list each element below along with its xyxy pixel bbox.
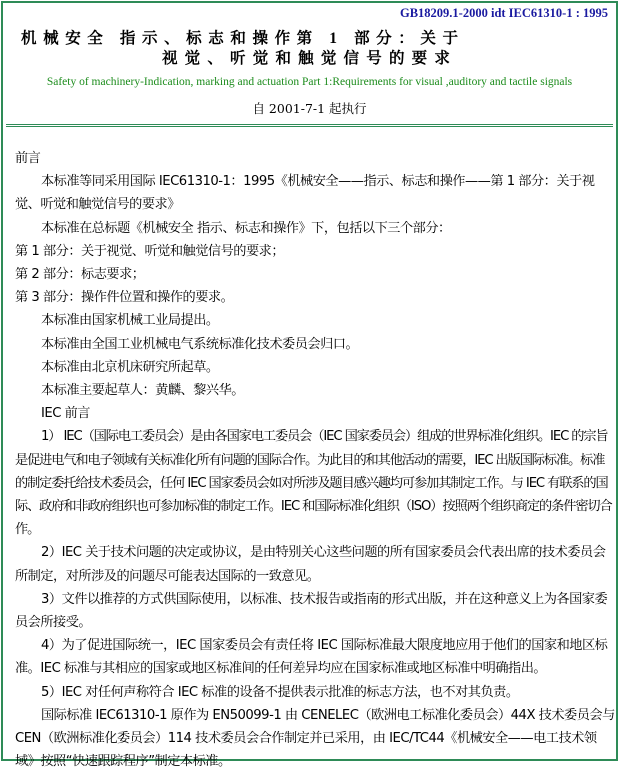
list-item-part-1: 第 1 部分：关于视觉、听觉和触觉信号的要求； — [15, 243, 285, 259]
title-line-2: 视觉、听觉和触觉信号的要求 — [161, 50, 458, 67]
title-line-1: 机械安全 指示、标志和操作第 1 部分：关于 — [21, 30, 465, 47]
paragraph-proposer: 本标准由国家机械工业局提出。 — [41, 313, 219, 329]
header-divider — [6, 124, 613, 127]
document-body — [15, 147, 615, 773]
list-item-part-3: 第 3 部分：操作件位置和操作的要求。 — [15, 290, 234, 306]
english-subtitle: Safety of machinery-Indication, marking and actuation Part 1:Requirements for visual ,auditory and tactile signals — [46, 76, 573, 88]
standard-code: GB18209.1-2000 idt IEC61310-1 : 1995 — [400, 6, 608, 20]
iec-clause-4: 4）为了促进国际统一，IEC 国家委员会有责任将 IEC 国际标准最大限度地应用于他们的国家和地区标准。IEC 标准与其相应的国家或地区标准间的任何差异均应在国家标准或地区标准中明确指出。 — [15, 638, 608, 677]
paragraph-authors: 本标准主要起草人：黄麟、黎兴华。 — [41, 383, 244, 399]
document-title — [17, 29, 602, 69]
paragraph-parts-intro: 本标准在总标题《机械安全 指示、标志和操作》下，包括以下三个部分： — [41, 220, 451, 236]
iec-clause-5: 5）IEC 对任何声称符合 IEC 标准的设备不提供表示批准的标志方法，也不对其负责。 — [41, 684, 519, 700]
iec-clause-3: 3）文件以推荐的方式供国际使用，以标准、技术报告或指南的形式出版，并在这种意义上为各国家委员会所接受。 — [15, 591, 608, 631]
paragraph-adoption: 本标准等同采用国际 IEC61310-1：1995《机械安全——指示、标志和操作——第 1 部分：关于视觉、听觉和触觉信号的要求》 — [15, 174, 595, 213]
iec-foreword-heading: IEC 前言 — [41, 406, 90, 422]
paragraph-committee: 本标准由全国工业机械电气系统标准化技术委员会归口。 — [41, 336, 359, 352]
iec-clause-2: 2）IEC 关于技术问题的决定或协议，是由特别关心这些问题的所有国家委员会代表出席的技术委员会所制定，对所涉及的问题尽可能表达国际的一致意见。 — [15, 545, 606, 584]
paragraph-origin: 国际标准 IEC61310-1 原作为 EN50099-1 由 CENELEC（欧洲电工标准化委员会）44X 技术委员会与 CEN（欧洲标准化委员会）114 技术委员会合作制定并已采用，由 IEC/TC44《机械安全——电工技术领域》按照“快速跟踪程序”制定本标准。 — [15, 707, 615, 770]
foreword-heading: 前言 — [15, 151, 41, 166]
paragraph-drafter: 本标准由北京机床研究所起草。 — [41, 359, 219, 375]
effective-date: 自 2001-7-1 起执行 — [252, 101, 367, 116]
document-frame — [1, 1, 618, 770]
iec-clause-1: 1） IEC（国际电工委员会）是由各国家电工委员会（IEC 国家委员会）组成的世界标准化组织。IEC 的宗旨是促进电气和电子领域有关标准化所有问题的国际合作。为此目的和其他活动的需要，IEC 出版国际标准。标准的制定委托给技术委员会，任何 IEC 国家委员会如对所涉及题目感兴趣均可参加其制定工作。与 IEC 有联系的国际、政府和非政府组织也可参加标准的制定工作。IEC 和国际标准化组织（ISO）按照两个组织商定的条件密切合作。 — [15, 429, 612, 538]
list-item-part-2: 第 2 部分：标志要求； — [15, 267, 145, 283]
